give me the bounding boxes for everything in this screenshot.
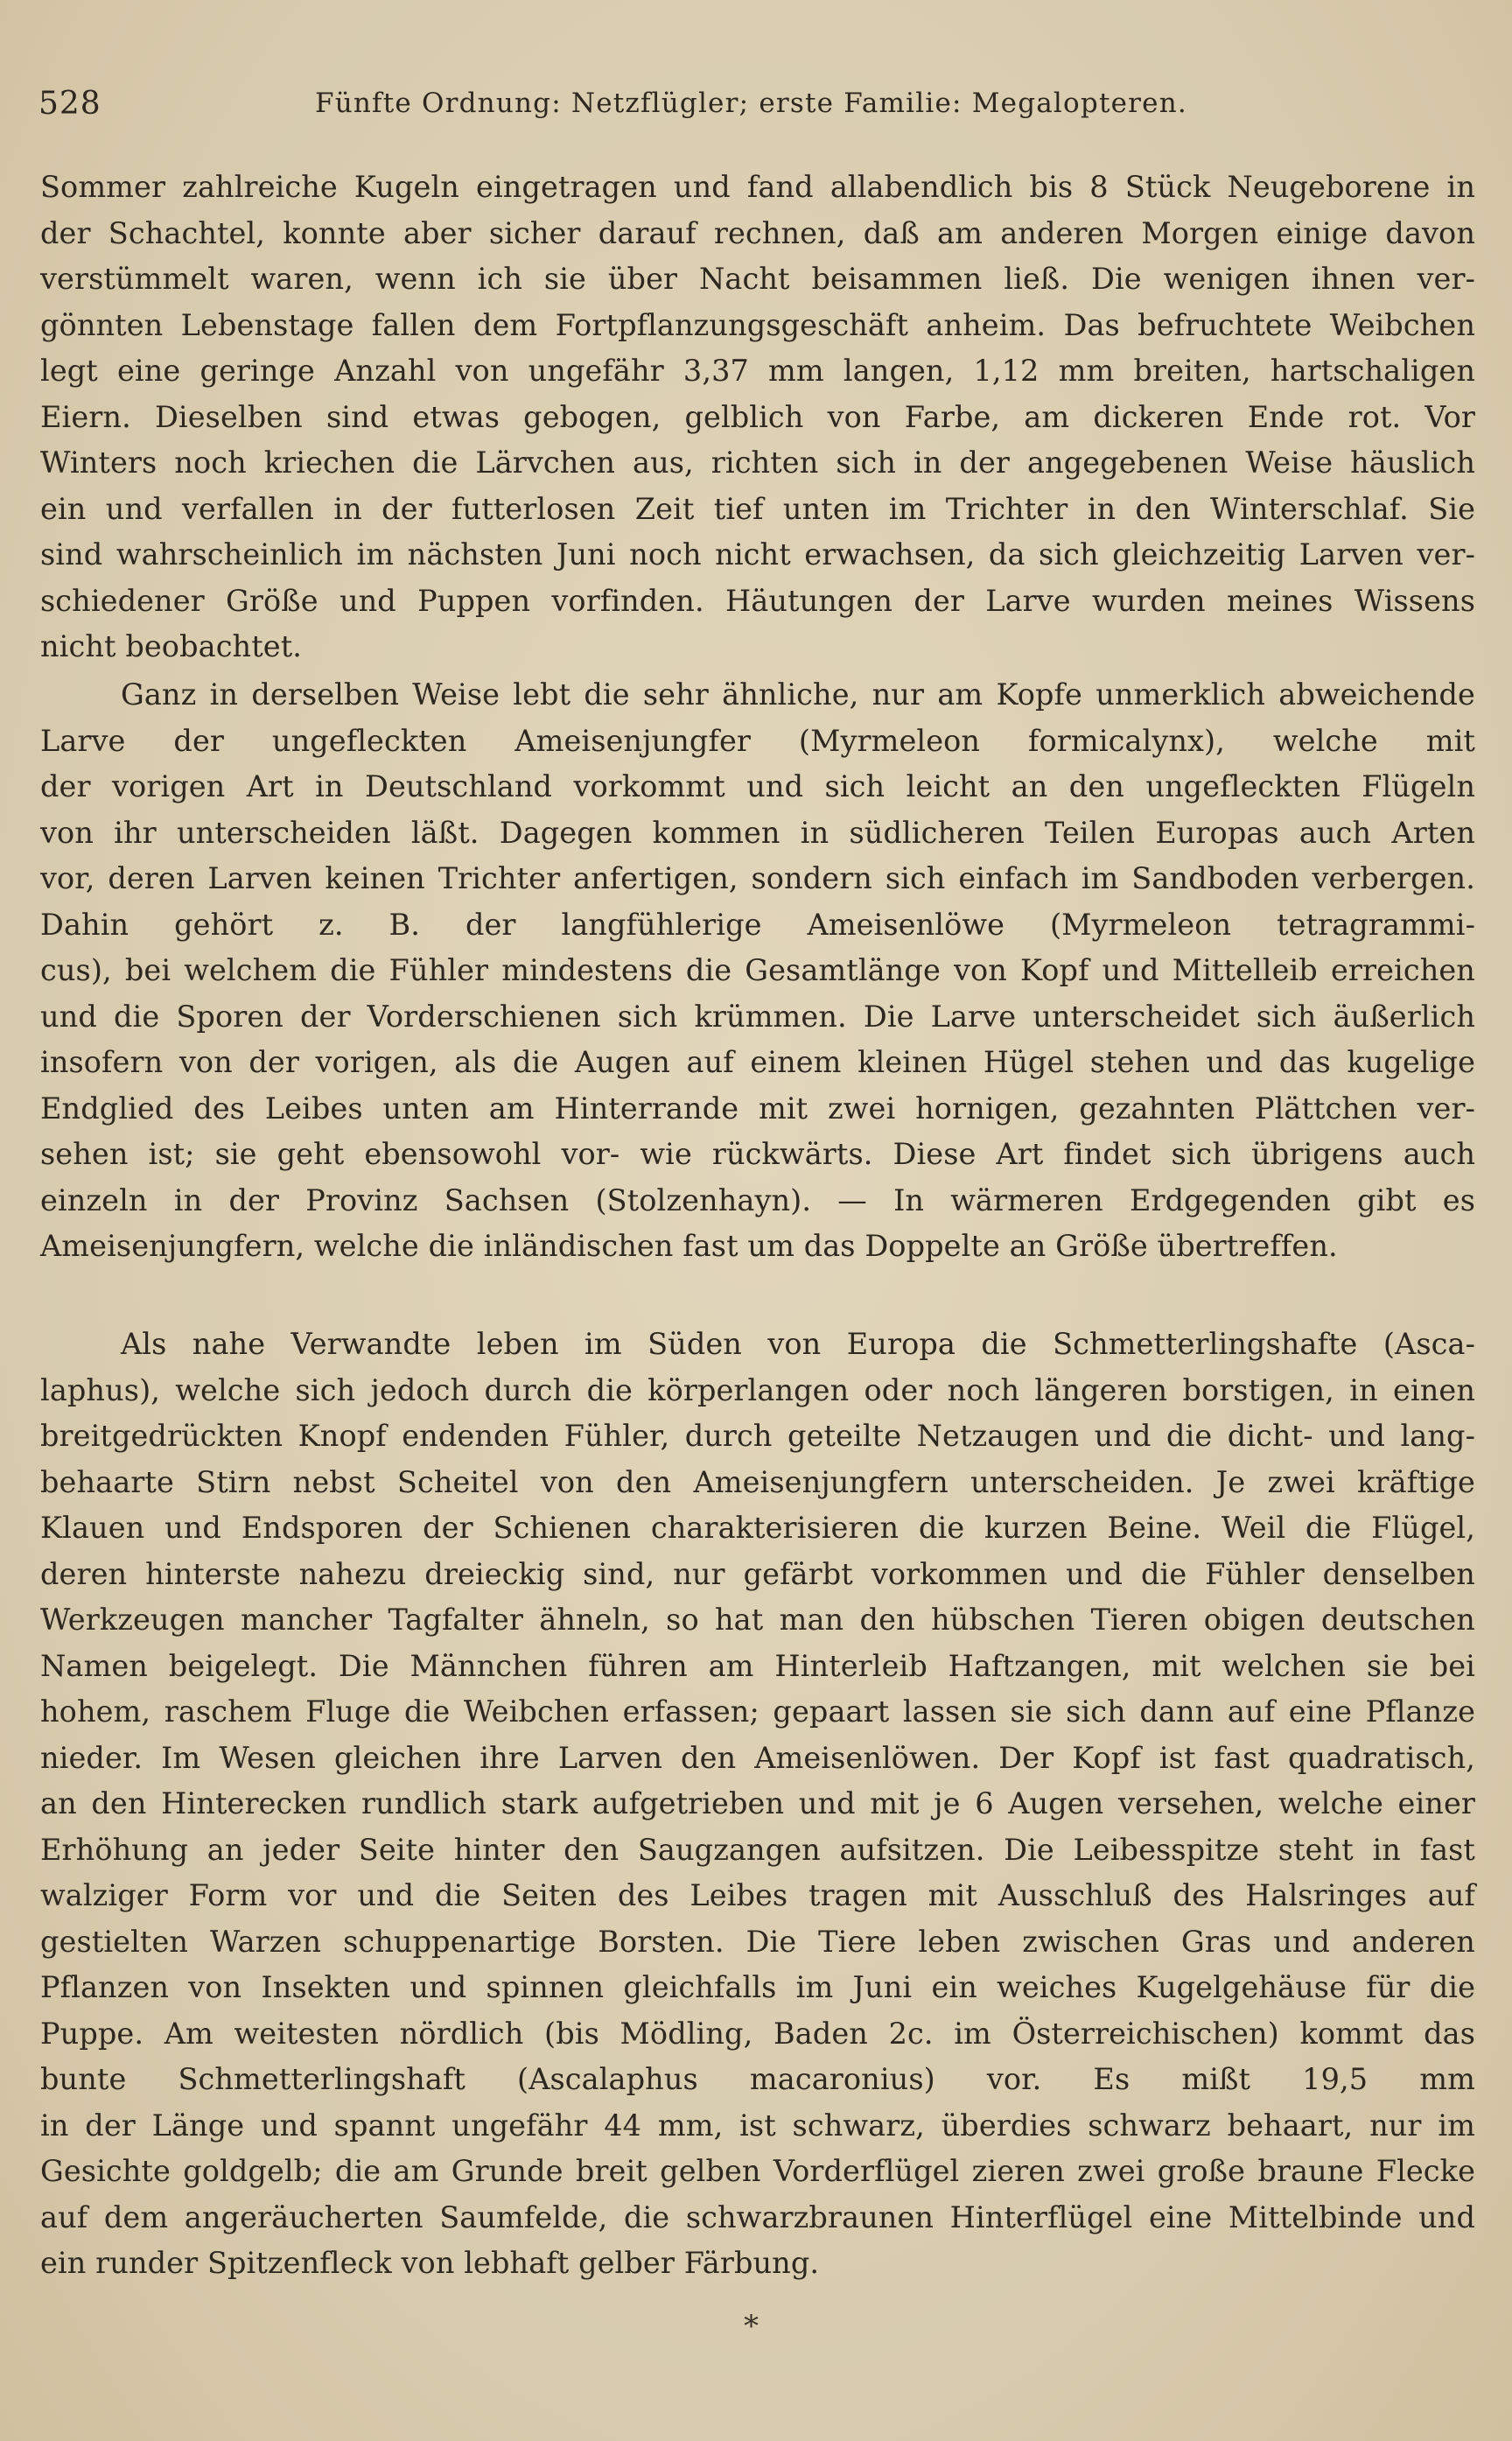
text-line: gestielten Warzen schuppenartige Borsten. Die Tiere leben zwischen Gras und anderen xyxy=(40,1924,1475,1959)
text-line: sehen ist; sie geht ebensowohl vor- wie rückwärts. Diese Art findet sich übrigens auch xyxy=(40,1137,1475,1171)
text-line: bunte Schmetterlingshaft (Ascalaphus macaronius) vor. Es mißt 19,5 mm xyxy=(40,2062,1475,2096)
text-line: cus), bei welchem die Fühler mindestens die Gesamtlänge von Kopf und Mittelleib erreichen xyxy=(40,953,1475,987)
text-line: deren hinterste nahezu dreieckig sind, nur gefärbt vorkommen und die Fühler denselben xyxy=(40,1556,1475,1591)
text-line: laphus), welche sich jedoch durch die körperlangen oder noch längeren borstigen, in einen xyxy=(40,1372,1475,1407)
text-line: nieder. Im Wesen gleichen ihre Larven den Ameisenlöwen. Der Kopf ist fast quadratisch, xyxy=(40,1740,1475,1775)
text-line: in der Länge und spannt ungefähr 44 mm, ist schwarz, überdies schwarz behaart, nur im xyxy=(40,2108,1475,2143)
text-line: Ganz in derselben Weise lebt die sehr ähnliche, nur am Kopfe unmerklich abweichende xyxy=(121,677,1475,712)
section-ornament: * xyxy=(744,2309,759,2344)
text-line: an den Hinterecken rundlich stark aufgetrieben und mit je 6 Augen versehen, welche einer xyxy=(40,1786,1475,1820)
page-number: 528 xyxy=(38,86,102,122)
text-line: schiedener Größe und Puppen vorfinden. Häutungen der Larve wurden meines Wissens xyxy=(40,583,1475,618)
text-line: Klauen und Endsporen der Schienen charakterisieren die kurzen Beine. Weil die Flügel, xyxy=(40,1511,1475,1545)
text-line: Als nahe Verwandte leben im Süden von Europa die Schmetterlingshafte (Asca- xyxy=(121,1327,1475,1361)
text-line: walziger Form vor und die Seiten des Leibes tragen mit Ausschluß des Halsringes auf xyxy=(40,1878,1475,1912)
text-line: sind wahrscheinlich im nächsten Juni noch nicht erwachsen, da sich gleichzeitig Larven ver- xyxy=(40,537,1475,572)
text-line: ein und verfallen in der futterlosen Zeit tief unten im Trichter in den Winterschlaf. Sie xyxy=(40,491,1475,526)
text-line: behaarte Stirn nebst Scheitel von den Ameisenjungfern unterscheiden. Je zwei kräftige xyxy=(40,1464,1475,1499)
text-line: Dahin gehört z. B. der langfühlerige Ameisenlöwe (Myrmeleon tetragrammi- xyxy=(40,907,1475,942)
text-line: Larve der ungefleckten Ameisenjungfer (Myrmeleon formicalynx), welche mit xyxy=(40,723,1475,758)
text-line: Pflanzen von Insekten und spinnen gleichfalls im Juni ein weiches Kugelgehäuse für die xyxy=(40,1970,1475,2004)
text-line: insofern von der vorigen, als die Augen auf einem kleinen Hügel stehen und das kugelige xyxy=(40,1045,1475,1079)
text-line: Endglied des Leibes unten am Hinterrande mit zwei hornigen, gezahnten Plättchen ver- xyxy=(40,1091,1475,1126)
text-line: verstümmelt waren, wenn ich sie über Nacht beisammen ließ. Die wenigen ihnen ver- xyxy=(40,262,1475,296)
running-title: Fünfte Ordnung: Netzflügler; erste Familie: Megalopteren. xyxy=(315,88,1187,119)
text-line: hohem, raschem Fluge die Weibchen erfassen; gepaart lassen sie sich dann auf eine Pflanze xyxy=(40,1694,1475,1729)
paragraph-1 xyxy=(40,165,1475,670)
text-line: ein runder Spitzenfleck von lebhaft gelber Färbung. xyxy=(40,2246,820,2280)
text-line: legt eine geringe Anzahl von ungefähr 3,37 mm langen, 1,12 mm breiten, hartschaligen xyxy=(40,354,1475,388)
text-line: Ameisenjungfern, welche die inländischen fast um das Doppelte an Größe übertreffen. xyxy=(40,1229,1338,1263)
text-line: Erhöhung an jeder Seite hinter den Saugzangen aufsitzen. Die Leibesspitze steht in fast xyxy=(40,1832,1475,1867)
text-line: Winters noch kriechen die Lärvchen aus, richten sich in der angegebenen Weise häuslich xyxy=(40,445,1475,480)
text-line: nicht beobachtet. xyxy=(40,629,303,663)
text-line: der vorigen Art in Deutschland vorkommt und sich leicht an den ungefleckten Flügeln xyxy=(40,769,1475,803)
text-line: breitgedrückten Knopf endenden Fühler, durch geteilte Netzaugen und die dicht- und lang- xyxy=(40,1419,1475,1453)
paragraph-2 xyxy=(40,672,1475,1270)
running-head xyxy=(38,86,1474,135)
text-line: einzeln in der Provinz Sachsen (Stolzenhayn). — In wärmeren Erdgegenden gibt es xyxy=(40,1182,1475,1217)
text-line: von ihr unterscheiden läßt. Dagegen kommen in südlicheren Teilen Europas auch Arten xyxy=(40,815,1475,850)
text-line: Werkzeugen mancher Tagfalter ähneln, so hat man den hübschen Tieren obigen deutschen xyxy=(40,1603,1475,1637)
text-line: Eiern. Dieselben sind etwas gebogen, gelblich von Farbe, am dickeren Ende rot. Vor xyxy=(40,399,1475,434)
text-line: Puppe. Am weitesten nördlich (bis Mödling, Baden 2c. im Österreichischen) kommt das xyxy=(40,2016,1475,2051)
text-line: und die Sporen der Vorderschienen sich krümmen. Die Larve unterscheidet sich äußerlich xyxy=(40,999,1475,1034)
text-line: der Schachtel, konnte aber sicher darauf rechnen, daß am anderen Morgen einige davon xyxy=(40,215,1475,250)
text-line: gönnten Lebenstage fallen dem Fortpflanzungsgeschäft anheim. Das befruchtete Weibchen xyxy=(40,307,1475,342)
text-line: Sommer zahlreiche Kugeln eingetragen und fand allabendlich bis 8 Stück Neugeborene in xyxy=(40,170,1475,204)
text-line: auf dem angeräucherten Saumfelde, die schwarzbraunen Hinterflügel eine Mittelbinde und xyxy=(40,2199,1475,2234)
text-line: Gesichte goldgelb; die am Grunde breit gelben Vorderflügel zieren zwei große braune Flecke xyxy=(40,2154,1475,2188)
paragraph-3 xyxy=(40,1322,1475,2287)
text-line: vor, deren Larven keinen Trichter anfertigen, sondern sich einfach im Sandboden verbergen. xyxy=(40,861,1475,895)
text-line: Namen beigelegt. Die Männchen führen am Hinterleib Haftzangen, mit welchen sie bei xyxy=(40,1648,1475,1683)
